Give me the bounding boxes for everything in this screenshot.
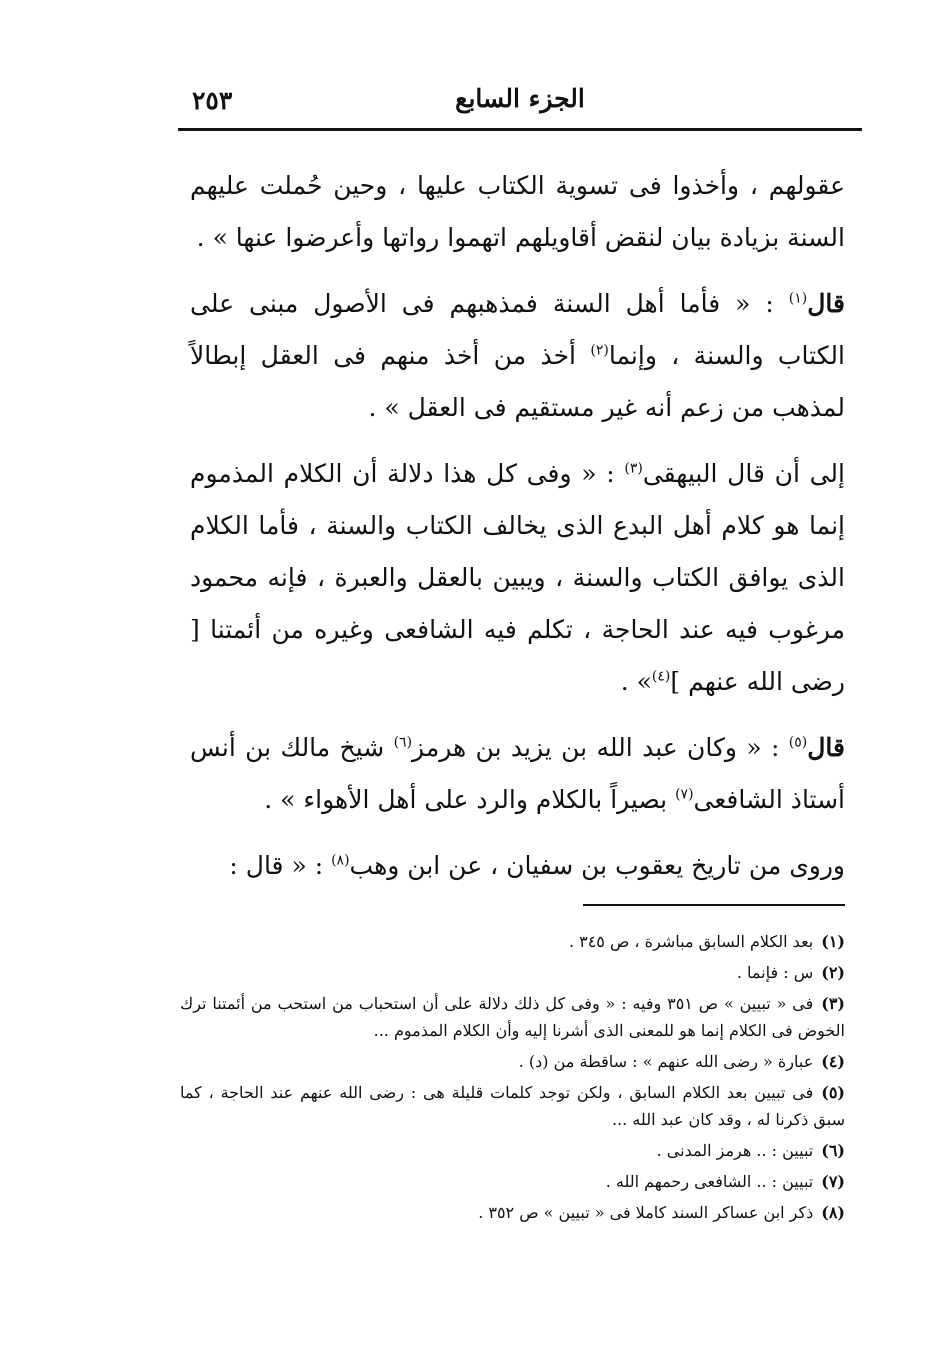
paragraph-text: : « قال : (229, 851, 332, 880)
footnote-ref: (٦) (393, 734, 413, 751)
page-number: ٢٥٣ (192, 86, 233, 115)
footnote-text: س : فإنما . (736, 963, 814, 982)
footnote-number: (٤) (821, 1052, 845, 1071)
paragraph-4 (190, 722, 845, 826)
footnote-number: (٥) (821, 1083, 845, 1102)
footnote (180, 1137, 845, 1164)
paragraph-1: عقولهم ، وأخذوا فى تسوية الكتاب عليها ، وحين حُملت عليهم السنة بزيادة بيان لنقض أقاويلهم اتهموا رواتها وأعرضوا عنها » . (190, 171, 845, 252)
page-header (178, 82, 862, 126)
paragraph-5 (190, 840, 845, 892)
footnote-number: (٢) (821, 963, 845, 982)
footnote-ref: (٢) (590, 342, 609, 359)
footnote (180, 1079, 845, 1133)
footnote (180, 928, 845, 955)
paragraph-text: : « وفى كل هذا دلالة أن الكلام المذموم إنما هو كلام أهل البدع الذى يخالف الكتاب والسنة ، فأما الكلام الذى يوافق الكتاب والسنة ، ويبين بالعقل والعبرة ، فإنه محمود مرغوب فيه عند الحاجة ، تكلم فيه الشافعى وغيره من أئمتنا [ رضى الله عنهم ] (190, 459, 845, 696)
footnote-text: تبيين : .. هرمز المدنى . (656, 1141, 814, 1160)
footnote-text: فى « تبيين » ص ٣٥١ وفيه : « وفى كل ذلك دلالة على أن استحباب من استحب من أئمتنا ترك الخوض فى الكلام إنما هو للمعنى الذى أشرنا إليه وأن الكلام المذموم ... (180, 994, 845, 1040)
paragraph-text: » . (620, 667, 652, 696)
paragraph-text: شيخ مالك بن أنس أستاذ الشافعى (190, 733, 845, 814)
footnote-ref: (٣) (624, 460, 643, 477)
footnote-ref: (٧) (675, 786, 694, 803)
footnote-ref: (٨) (331, 852, 350, 869)
paragraph-lead: قال (807, 289, 845, 318)
running-title: الجزء السابع (455, 84, 585, 113)
footnote-number: (١) (821, 932, 845, 951)
footnote (180, 990, 845, 1044)
footnote (180, 1199, 845, 1226)
footnotes (180, 928, 845, 1230)
main-text (190, 160, 845, 906)
footnote (180, 1048, 845, 1075)
footnote-number: (٧) (821, 1172, 845, 1191)
footnote-text: ذكر ابن عساكر السند كاملا فى « تبيين » ص ٣٥٢ . (478, 1203, 814, 1222)
footnote (180, 1168, 845, 1195)
footnote-ref: (١) (788, 290, 808, 307)
footnote-text: فى تبيين بعد الكلام السابق ، ولكن توجد كلمات قليلة هى : رضى الله عنهم عند الحاجة ، كما سبق ذكرنا له ، وقد كان عبد الله ... (180, 1083, 845, 1129)
paragraph-3 (190, 448, 845, 708)
paragraph-text: وروى من تاريخ يعقوب بن سفيان ، عن ابن وهب (349, 851, 845, 880)
footnote-text: تبيين : .. الشافعى رحمهم الله . (605, 1172, 814, 1191)
footnote-text: عبارة « رضى الله عنهم » : ساقطة من (د) . (518, 1052, 814, 1071)
paragraph-text: بصيراً بالكلام والرد على أهل الأهواء » . (264, 785, 676, 814)
paragraph-2 (190, 278, 845, 434)
paragraph-lead: قال (807, 733, 845, 762)
paragraph-text: : « وكان عبد الله بن يزيد بن هرمز (412, 733, 789, 762)
footnote-rule (583, 904, 845, 906)
footnote-ref: (٤) (651, 668, 671, 685)
paragraph-text: إلى أن قال البيهقى (642, 459, 845, 488)
footnote-number: (٨) (821, 1203, 845, 1222)
paragraph-text: : « فأما أهل السنة فمذهبهم فى الأصول مبنى على الكتاب والسنة ، وإنما (190, 289, 845, 370)
footnote-ref: (٥) (788, 734, 808, 751)
footnote-text: بعد الكلام السابق مباشرة ، ص ٣٤٥ . (568, 932, 814, 951)
paragraph-text: أخذ من أخذ منهم فى العقل إبطالاً لمذهب من زعم أنه غير مستقيم فى العقل » . (190, 341, 845, 422)
footnote-number: (٦) (821, 1141, 845, 1160)
header-rule (178, 128, 862, 131)
footnote (180, 959, 845, 986)
footnote-number: (٣) (821, 994, 845, 1013)
